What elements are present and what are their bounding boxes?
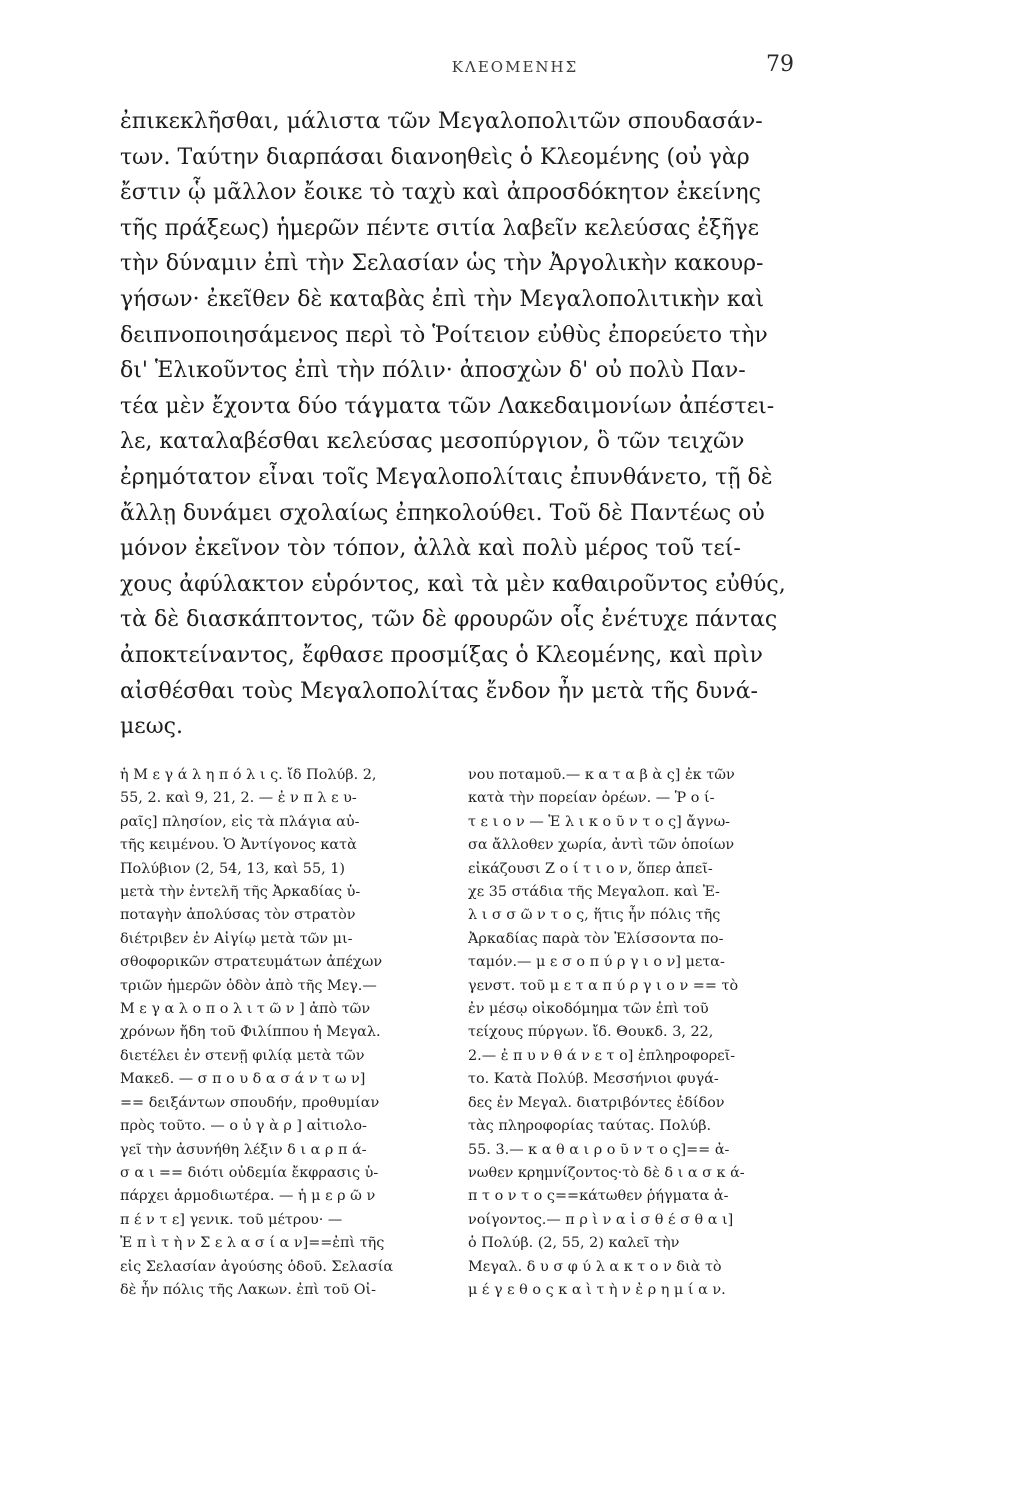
main-text-block — [120, 104, 796, 745]
main-text-line: τῆς πράξεως) ἡμερῶν πέντε σιτία λαβεῖν κελεύσας ἐξῆγε — [120, 215, 760, 241]
main-text-line: μόνον ἐκεῖνον τὸν τόπον, ἀλλὰ καὶ πολὺ μέρος τοῦ τεί- — [120, 536, 741, 562]
footnote-line: διετέλει ἐν στενῇ φιλίᾳ μετὰ τῶν — [120, 1047, 365, 1064]
footnote-line: σ α ι == διότι οὐδεμία ἔκφρασις ὑ- — [120, 1164, 379, 1181]
footnote-line: τείχους πύργων. ἴδ. Θουκδ. 3, 22, — [468, 1024, 714, 1041]
main-text-line: ἄλλῃ δυνάμει σχολαίως ἐπηκολούθει. Τοῦ δὲ Παντέως οὐ — [120, 500, 765, 526]
footnote-line: νοίγοντος.— π ρ ὶ ν α ἰ σ θ έ σ θ α ι] — [468, 1211, 734, 1228]
footnote-line: 55. 3.— κ α θ α ι ρ ο ῦ ν τ ο ς]== ἀ- — [468, 1141, 730, 1158]
footnote-line: Πολύβιον (2, 54, 13, καὶ 55, 1) — [120, 860, 346, 877]
footnotes-left-column — [120, 764, 450, 1302]
footnote-line: ἐν μέσῳ οἰκοδόμημα τῶν ἐπὶ τοῦ — [468, 1001, 709, 1018]
footnote-line: τ ε ι ο ν — Ἑ λ ι κ ο ῦ ν τ ο ς] ἄγνω- — [468, 813, 731, 830]
footnote-line: Μ ε γ α λ ο π ο λ ι τ ῶ ν ] ἀπὸ τῶν — [120, 1001, 371, 1018]
footnote-line: τριῶν ἡμερῶν ὁδὸν ἀπὸ τῆς Μεγ.— — [120, 977, 377, 994]
footnote-line: 2.— ἐ π υ ν θ ά ν ε τ ο] ἐπληροφορεῖ- — [468, 1047, 736, 1064]
footnote-line: πρὸς τοῦτο. — ο ὐ γ ὰ ρ ] αἰτιολο- — [120, 1118, 367, 1135]
footnote-line: μετὰ τὴν ἐντελῆ τῆς Ἀρκαδίας ὑ- — [120, 884, 361, 901]
footnote-line: εἰκάζουσι Ζ ο ί τ ι ο ν, ὅπερ ἀπεῖ- — [468, 860, 713, 877]
main-text-line: τέα μὲν ἔχοντα δύο τάγματα τῶν Λακεδαιμονίων ἀπέστει- — [120, 393, 775, 419]
footnote-line: νωθεν κρημνίζοντος·τὸ δὲ δ ι α σ κ ά- — [468, 1164, 745, 1181]
footnote-line: δες ἐν Μεγαλ. διατριβόντες ἐδίδον — [468, 1094, 725, 1111]
main-text-line: χους ἀφύλακτον εὑρόντος, καὶ τὰ μὲν καθαιροῦντος εὐθύς, — [120, 571, 786, 597]
footnote-line: δὲ ἦν πόλις τῆς Λακων. ἐπὶ τοῦ Οἰ- — [120, 1281, 377, 1298]
main-text-line: γήσων· ἐκεῖθεν δὲ καταβὰς ἐπὶ τὴν Μεγαλοπολιτικὴν καὶ — [120, 286, 765, 312]
main-text-line: ἀποκτείναντος, ἔφθασε προσμίξας ὁ Κλεομένης, καὶ πρὶν — [120, 642, 763, 668]
footnote-line: Μεγαλ. δ υ σ φ ύ λ α κ τ ο ν διὰ τὸ — [468, 1258, 722, 1275]
footnote-line: γεῖ τὴν ἀσυνήθη λέξιν δ ι α ρ π ά- — [120, 1141, 367, 1158]
footnote-line: π τ ο ν τ ο ς==κάτωθεν ῥήγματα ἀ- — [468, 1188, 729, 1205]
main-text-line: λε, καταλαβέσθαι κελεύσας μεσοπύργιον, ὃ τῶν τειχῶν — [120, 429, 745, 455]
footnote-line: Ἐ π ὶ τ ὴ ν Σ ε λ α σ ί α ν]==ἐπὶ τῆς — [120, 1235, 385, 1252]
footnote-line: π έ ν τ ε] γενικ. τοῦ μέτρου· — — [120, 1211, 343, 1228]
main-text-line: των. Ταύτην διαρπάσαι διανοηθεὶς ὁ Κλεομένης (οὐ γὰρ — [120, 144, 750, 170]
footnotes-right-column — [468, 764, 798, 1302]
footnote-line: πάρχει ἁρμοδιωτέρα. — ἡ μ ε ρ ῶ ν — [120, 1188, 376, 1205]
footnote-line: == δειξάντων σπουδήν, προθυμίαν — [120, 1094, 380, 1111]
main-text-line: δι' Ἑλικοῦντος ἐπὶ τὴν πόλιν· ἀποσχὼν δ' οὐ πολὺ Παν- — [120, 358, 746, 384]
footnote-line: εἰς Σελασίαν ἀγούσης ὁδοῦ. Σελασία — [120, 1258, 394, 1275]
main-text-line: ἔστιν ᾧ μᾶλλον ἔοικε τὸ ταχὺ καὶ ἀπροσδόκητον ἐκείνης — [120, 180, 761, 206]
footnote-line: ταμόν.— μ ε σ ο π ύ ρ γ ι ο ν] μετα- — [468, 954, 725, 971]
footnotes — [120, 764, 800, 1444]
running-title: ΚΛΕΟΜΕΝΗΣ — [451, 58, 579, 76]
footnote-line: ἡ Μ ε γ ά λ η π ό λ ι ς. ἴδ Πολύβ. 2, — [120, 767, 377, 783]
footnote-line: διέτριβεν ἐν Αἰγίῳ μετὰ τῶν μι- — [120, 930, 353, 947]
footnote-line: μ έ γ ε θ ο ς κ α ὶ τ ὴ ν ἐ ρ η μ ί α ν. — [468, 1281, 726, 1298]
page-number: 79 — [766, 52, 794, 77]
main-text-line: δειπνοποιησάμενος περὶ τὸ Ῥοίτειον εὐθὺς ἐπορεύετο τὴν — [120, 322, 768, 348]
main-text-line: ἐρημότατον εἶναι τοῖς Μεγαλοπολίταις ἐπυνθάνετο, τῇ δὲ — [120, 464, 773, 490]
footnote-line: το. Κατὰ Πολύβ. Μεσσήνιοι φυγά- — [468, 1071, 719, 1088]
footnote-line: τὰς πληροφορίας ταύτας. Πολύβ. — [468, 1118, 712, 1135]
running-head — [0, 52, 1030, 82]
footnote-line: 55, 2. καὶ 9, 21, 2. — ἐ ν π λ ε υ- — [120, 790, 357, 807]
footnote-line: σθοφορικῶν στρατευμάτων ἀπέχων — [120, 954, 383, 971]
footnote-line: χρόνων ἤδη τοῦ Φιλίππου ἡ Μεγαλ. — [120, 1024, 381, 1041]
footnote-line: Μακεδ. — σ π ο υ δ α σ ά ν τ ω ν] — [120, 1071, 366, 1088]
footnote-line: τῆς κειμένου. Ὁ Ἀντίγονος κατὰ — [120, 837, 357, 854]
footnote-line: ραῖς] πλησίον, εἰς τὰ πλάγια αὐ- — [120, 813, 360, 830]
footnote-line: χε 35 στάδια τῆς Μεγαλοπ. καὶ Ἐ- — [468, 884, 720, 901]
footnote-line: ὁ Πολύβ. (2, 55, 2) καλεῖ τὴν — [468, 1235, 680, 1252]
footnote-line: σα ἄλλοθεν χωρία, ἀντὶ τῶν ὁποίων — [468, 837, 735, 854]
main-text-line: μεως. — [120, 714, 183, 740]
footnote-line: κατὰ τὴν πορείαν ὀρέων. — Ῥ ο ί- — [468, 790, 715, 807]
main-text-line: τὴν δύναμιν ἐπὶ τὴν Σελασίαν ὡς τὴν Ἀργολικὴν κακουρ- — [120, 251, 764, 277]
footnote-line: νου ποταμοῦ.— κ α τ α β ὰ ς] ἐκ τῶν — [468, 767, 735, 783]
main-text-line: τὰ δὲ διασκάπτοντος, τῶν δὲ φρουρῶν οἷς ἐνέτυχε πάντας — [120, 607, 778, 633]
footnote-line: ποταγὴν ἀπολύσας τὸν στρατὸν — [120, 907, 356, 924]
footnote-line: λ ι σ σ ῶ ν τ ο ς, ἥτις ἦν πόλις τῆς — [468, 907, 721, 924]
footnote-line: γενστ. τοῦ μ ε τ α π ύ ρ γ ι ο ν == τὸ — [468, 977, 739, 994]
main-text-line: ἐπικεκλῆσθαι, μάλιστα τῶν Μεγαλοπολιτῶν σπουδασάν- — [120, 109, 763, 134]
main-text-line: αἰσθέσθαι τοὺς Μεγαλοπολίτας ἔνδον ἦν μετὰ τῆς δυνά- — [120, 678, 758, 704]
footnote-line: Ἀρκαδίας παρὰ τὸν Ἐλίσσοντα πο- — [468, 930, 724, 947]
